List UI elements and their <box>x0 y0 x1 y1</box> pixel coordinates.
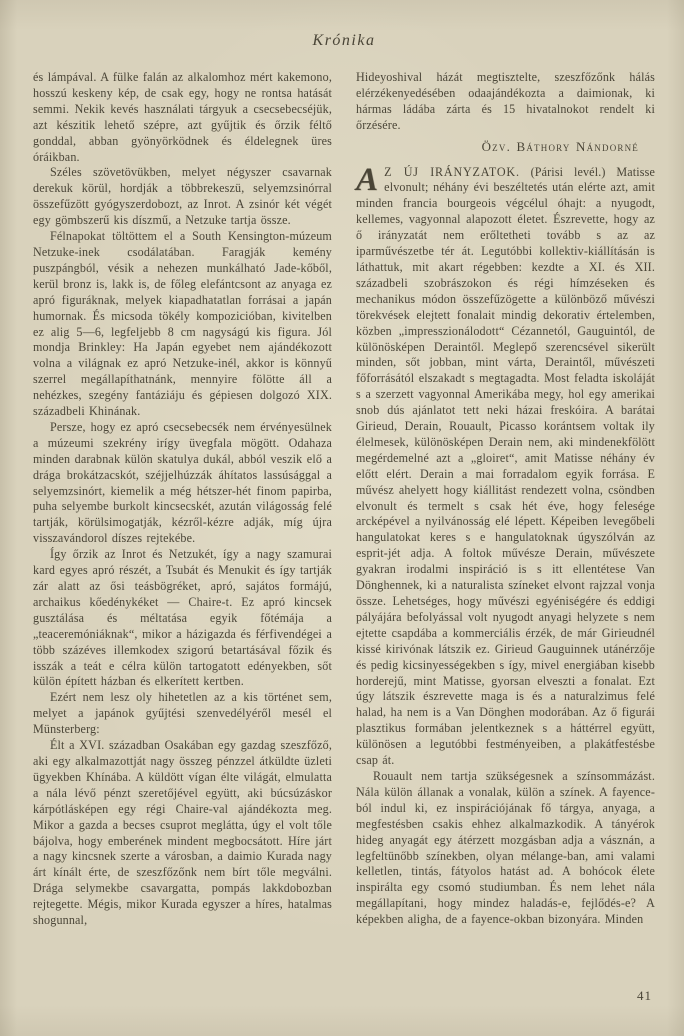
right-column <box>356 70 655 929</box>
article-title: Z ÚJ IRÁNYZATOK. <box>384 164 520 179</box>
page-number: 41 <box>633 988 652 1004</box>
paragraph-continuation: és lámpával. A fülke falán az alkalomhoz mért kakemono, hosszú keskeny kép, de csak egy, hogy ne rontsa hatását semmi. Nekik kevés használati tárgyuk a csecsebecséjük, azt készitik lehető szépre, azt gyűjtik és őrzik féltő gonddal, abban gyönyörködnek és éldelegnek üres óráikban. <box>33 70 332 164</box>
paragraph: Ezért nem lesz oly hihetetlen az a kis történet sem, melyet a japánok gyűjtési szenvedélyéről mesél el Münsterberg: <box>33 690 332 737</box>
article-body-text: (Párisi levél.) Matisse elvonult; néhány évi beszéltetés után elérte azt, amit minden francia bourgeois végcélul óhajt: a nyugodt, kellemes, vagyonnal alapozott életet. Észrevette, hogy az ő irányzatát nem erőltetheti tovább s az az iparművészetbe tér át. Legutóbbi kollektiv-kiállításán is láthattuk, mit akart régebben: kezdte a XI. és XII. századbeli szobrászokon és régi hímzéseken és mechanikus módon összefűzögette a különböző művészi törekvések elejtett fonalait mindig dekorativ értelemben, közben „impresszionálodott“ Cézannetól, Gauguintól, de különösképen Deraintől. Meglepő szerencsével sikerült minden, sőt jobban, mint várta, Deraintől, művészeti főforrásától elszakadt s megtagadta. Most feladta iskoláját s a szerzett vagyonnal Amerikába megy, hol egy amerikai snob dús ajánlatot tett neki házai freskóira. A barátai Girieud, Derain, Rouault, Picasso korántsem voltak ily élelmesek, különösképen Derain nem, aki mindenekfölött megérdemelné azt a „gloiret“, amit Matisse néhány év előtt elért. Derain a mai forradalom egyik forrása. E művész ahelyett hogy kiállitást rendezett volna, csöndben elvonult és termelt s csak hét éve, hogy felesége arcképével a nyilvánosság elé lépett. Képeiben levegőbeli hangulatokat keres s e hangulatoknak úgyszólván az esprit-jét adja. A foltok művésze Derain, művészete gyakran irodalmi inspiráció is s itt ellentétese Van Dönghennek, ki a naturalista színeket elvont rajzzal vonja össze. Lehetséges, hogy művészi egyéniségére és eddigi pályájára befolyással volt nyugodt anyagi helyzete s nem ejtette csapdába a kommerciális érzék, de már Girieudnél kissé kirivónak látszik ez. Girieud Gauguinnek utánérzője és pedig kicsinyességekben s így, mivel energiában kisebb horderejű, mint Matisse, gyorsan elveszti a fonalat. Ezt úgy látszik észrevette maga is és a naturalzimus felé halad, ha nem is a Van Dönghen modorában. Az ő figurái plasztikus formában jelentkeznek s a háttérrel együtt, különösen a legutóbbi festményeiben, a plakátfestésbe csap át. <box>356 164 655 768</box>
paragraph-continuation: Hideyoshival házát megtisztelte, szeszfőzőnk hálás elérzékenyedésében odaajándékozta a daimionak, ki hármas ládába zárta és 15 hivatalnokot rendelt ki őrzésére. <box>356 70 655 132</box>
paragraph: Így őrzik az Inrot és Netzukét, így a nagy szamurai kard egyes apró részét, a Tsubát és Menukit és így tartják zár alatt az ősi teásbögréket, apró, sajátos formájú, archaikus kőedénykéket — Chaire-t. Ez apró kincsek gusztálása és méltatása egyik főtémája a „teaceremóniáknak“, mikor a házigazda és férfivendégei a több százéves illemkodex szigorú betartásával főzik és isszák a teát e célra külön tartogatott edényekben, sőt külön épített házban és elkerített kertben. <box>33 547 332 689</box>
article-signature: Özv. Báthory Nándorné <box>481 138 639 154</box>
paragraph: Élt a XVI. században Osakában egy gazdag szeszfőző, aki egy alkalmazottját nagy összeg pénzzel átküldte üzleti ügyekben Khínába. A küldött vígan élte világát, elmulatta a nála lévő pénzt szeretőjével együtt, aki búcsúzáskor kárpótlásképen egy régi Chaire-val ajándékozta meg. Mikor a gazda a becses csuprot meglátta, úgy el volt tőle bájolva, hogy emberének mindent megbocsátott. Híre járt a nagy kincsnek szerte a városban, a daimio Kurada nagy árt kínált érte, de szeszfőzőnk nem bírt tőle megválni. Drága selymekbe csavargatta, pompás lakkdobozban rejtegette. Mégis, mikor Kurada egyszer a híres, hatalmas shogunnal, <box>33 738 332 928</box>
paragraph: Rouault nem tartja szükségesnek a színsommázást. Nála külön állanak a vonalak, külön a színek. A fayence-ból indul ki, ez inspirációjának fő tárgya, anyaga, a megfestésben csakis ehhez alkalmazkodik. A tányérok hideg anyagát egy átérzett mozgásban adja a vásznán, a legfeltünőbb színekben, olyan mélange-ban, ami valami kelletlen, tintás, fátyolos hatást ad. A bohócok élete inspirálta egy csomó studiumban. És nem lehet nála megállapítani, hogy mindez haladás-e, fejlődés-e? A képekben aligha, de a fayence-okban bizonyára. Minden <box>356 768 655 927</box>
text-columns <box>33 70 655 929</box>
paragraph: Széles szövetövükben, melyet négyszer csavarnak derekuk körül, hordják a többrekeszü, selyemzsinórral összefűzött gyógyszerdobozt, az Inrot. A zsinór két végét egy gömbszerű kis díszmű, a Netzuke tartja össze. <box>33 165 332 228</box>
article-lead-paragraph <box>356 161 655 769</box>
paragraph: Persze, hogy ez apró csecsebecsék nem érvényesülnek a múzeumi szekrény irígy üvegfala mögött. Odahaza minden darabnak külön skatulya dukál, abból veszik elő a drága brokátzacskót, széjjelhúzzák áhítatos lassúsággal a selyemzsinórt, kiemelik a még hétszer-hét finom papirba, puha selyembe burkolt kincsecskét, azután világosság felé tartják, körülsimogatják, kézről-kézre adják, míg újra visszavándorol díszes rejtekébe. <box>33 419 332 546</box>
drop-cap-initial: A <box>356 161 379 198</box>
paragraph: Félnapokat töltöttem el a South Kensington-múzeum Netzuke-inek csodálatában. Faragják kemény puszpángból, vésik a nehezen munkálható Jade-kőből, kerül bronz is, lakk is, de főleg elefántcsont az anyaga ez apró figuráknak, melyek kiapadhatatlan forrásai a japán humornak. És micsoda tökély kompozicióban, kivitelben ez alig 5—6, legfeljebb 8 cm nagyságú kis figura. Jól mondja Brinkley: Ha Japán egyebet nem ajándékozott volna a világnak ez apró Netzuke-inél, akkor is könnyű szerrel megállapíthatnánk, mennyire fölötte áll a nehézkes, szegény fantáziáju és gépiesen dolgozó XIX. századbeli Khinának. <box>33 229 332 419</box>
page-header-title: Krónika <box>312 32 376 49</box>
left-column <box>33 70 332 929</box>
